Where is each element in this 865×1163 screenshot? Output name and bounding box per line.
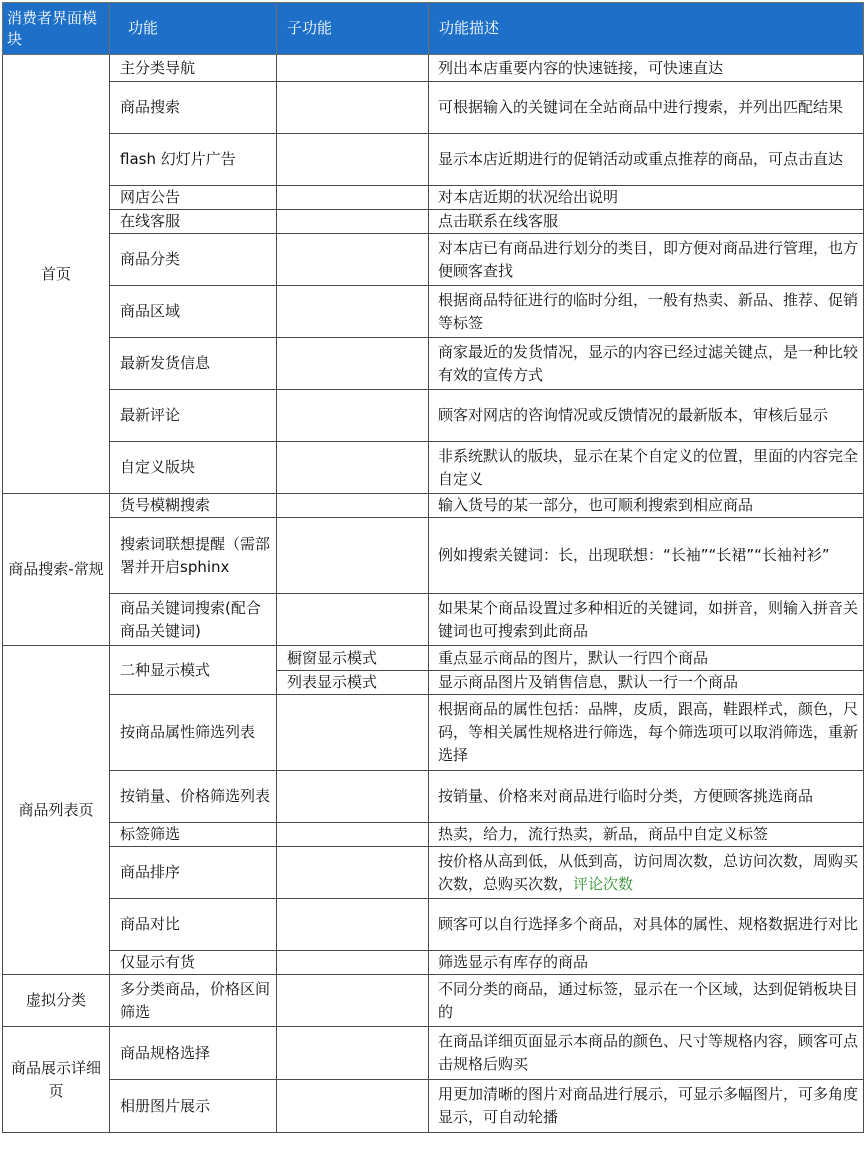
description-cell: 可根据输入的关键词在全站商品中进行搜索，并列出匹配结果 — [429, 82, 864, 134]
function-cell: 标签筛选 — [110, 823, 277, 847]
subfunction-cell — [277, 390, 429, 442]
description-cell: 非系统默认的版块，显示在某个自定义的位置，里面的内容完全自定义 — [429, 442, 864, 494]
subfunction-cell — [277, 55, 429, 82]
subfunction-cell — [277, 338, 429, 390]
table-row — [3, 594, 864, 646]
table-row — [3, 338, 864, 390]
function-cell: 多分类商品，价格区间筛选 — [110, 975, 277, 1027]
description-cell: 输入货号的某一部分，也可顺利搜索到相应商品 — [429, 494, 864, 518]
function-cell: 二种显示模式 — [110, 646, 277, 695]
function-cell: 相册图片展示 — [110, 1080, 277, 1133]
table-row — [3, 390, 864, 442]
subfunction-cell — [277, 899, 429, 951]
function-cell: 最新发货信息 — [110, 338, 277, 390]
subfunction-cell — [277, 234, 429, 286]
function-cell: 最新评论 — [110, 390, 277, 442]
subfunction-cell — [277, 823, 429, 847]
function-cell: 商品关键词搜索(配合商品关键词) — [110, 594, 277, 646]
description-cell: 对本店近期的状况给出说明 — [429, 186, 864, 210]
description-highlight: 评论次数 — [573, 874, 634, 893]
subfunction-cell — [277, 975, 429, 1027]
description-cell: 筛选显示有库存的商品 — [429, 951, 864, 975]
description-cell: 对本店已有商品进行划分的类目，即方便对商品进行管理，也方便顾客查找 — [429, 234, 864, 286]
table-row — [3, 823, 864, 847]
table-row — [3, 646, 864, 671]
description-cell — [429, 847, 864, 899]
subfunction-cell — [277, 771, 429, 823]
description-cell: 在商品详细页面显示本商品的颜色、尺寸等规格内容，顾客可点击规格后购买 — [429, 1027, 864, 1080]
feature-table — [2, 2, 864, 1133]
description-cell: 列出本店重要内容的快速链接，可快速直达 — [429, 55, 864, 82]
module-cell-list: 商品列表页 — [3, 646, 110, 975]
description-cell: 例如搜索关键词：长，出现联想：“长袖”“长裙”“长袖衬衫” — [429, 518, 864, 594]
module-cell-detail: 商品展示详细页 — [3, 1027, 110, 1133]
description-cell: 如果某个商品设置过多种相近的关键词，如拼音，则输入拼音关键词也可搜索到此商品 — [429, 594, 864, 646]
header-row — [3, 3, 864, 55]
subfunction-cell — [277, 286, 429, 338]
description-cell: 商家最近的发货情况，显示的内容已经过滤关键点，是一种比较有效的宣传方式 — [429, 338, 864, 390]
description-cell: 点击联系在线客服 — [429, 210, 864, 234]
table-row — [3, 210, 864, 234]
function-cell: 自定义版块 — [110, 442, 277, 494]
header-description: 功能描述 — [429, 3, 864, 55]
function-cell: 商品搜索 — [110, 82, 277, 134]
function-cell: 商品分类 — [110, 234, 277, 286]
function-cell: 商品区域 — [110, 286, 277, 338]
table-row — [3, 951, 864, 975]
description-cell: 热卖，给力，流行热卖，新品，商品中自定义标签 — [429, 823, 864, 847]
subfunction-cell — [277, 134, 429, 186]
header-subfunction: 子功能 — [277, 3, 429, 55]
function-cell: flash 幻灯片广告 — [110, 134, 277, 186]
table-row — [3, 82, 864, 134]
description-cell: 用更加清晰的图片对商品进行展示，可显示多幅图片，可多角度显示，可自动轮播 — [429, 1080, 864, 1133]
table-row — [3, 286, 864, 338]
table-row — [3, 1027, 864, 1080]
description-cell: 顾客可以自行选择多个商品，对具体的属性、规格数据进行对比 — [429, 899, 864, 951]
subfunction-cell: 橱窗显示模式 — [277, 646, 429, 671]
description-cell: 根据商品特征进行的临时分组，一般有热卖、新品、推荐、促销等标签 — [429, 286, 864, 338]
description-cell: 根据商品的属性包括：品牌，皮质，跟高，鞋跟样式，颜色，尺码，等相关属性规格进行筛选，每个筛选项可以取消筛选，重新选择 — [429, 695, 864, 771]
function-cell: 商品对比 — [110, 899, 277, 951]
header-module: 消费者界面模块 — [3, 3, 110, 55]
subfunction-cell — [277, 695, 429, 771]
table-row — [3, 899, 864, 951]
subfunction-cell — [277, 82, 429, 134]
description-cell: 不同分类的商品，通过标签，显示在一个区域，达到促销板块目的 — [429, 975, 864, 1027]
table-row — [3, 55, 864, 82]
header-function: 功能 — [110, 3, 277, 55]
description-cell: 显示本店近期进行的促销活动或重点推荐的商品，可点击直达 — [429, 134, 864, 186]
function-cell: 仅显示有货 — [110, 951, 277, 975]
subfunction-cell — [277, 847, 429, 899]
function-cell: 商品规格选择 — [110, 1027, 277, 1080]
description-text: 按价格从高到低，从低到高，访问周次数，总访问次数，周购买次数，总购买次数， — [438, 851, 859, 893]
subfunction-cell — [277, 442, 429, 494]
subfunction-cell — [277, 1027, 429, 1080]
function-cell: 按商品属性筛选列表 — [110, 695, 277, 771]
subfunction-cell — [277, 494, 429, 518]
module-cell-search: 商品搜索-常规 — [3, 494, 110, 646]
subfunction-cell — [277, 186, 429, 210]
module-cell-virtual: 虚拟分类 — [3, 975, 110, 1027]
function-cell: 主分类导航 — [110, 55, 277, 82]
function-cell: 按销量、价格筛选列表 — [110, 771, 277, 823]
function-cell: 货号模糊搜索 — [110, 494, 277, 518]
function-cell: 在线客服 — [110, 210, 277, 234]
table-row — [3, 134, 864, 186]
table-row — [3, 234, 864, 286]
table-row — [3, 494, 864, 518]
function-cell: 商品排序 — [110, 847, 277, 899]
table-row — [3, 975, 864, 1027]
table-row — [3, 442, 864, 494]
function-cell: 搜索词联想提醒（需部署并开启sphinx — [110, 518, 277, 594]
subfunction-cell — [277, 210, 429, 234]
description-cell: 按销量、价格来对商品进行临时分类，方便顾客挑选商品 — [429, 771, 864, 823]
module-cell-home: 首页 — [3, 55, 110, 494]
table-row — [3, 518, 864, 594]
table-row — [3, 847, 864, 899]
description-cell: 显示商品图片及销售信息，默认一行一个商品 — [429, 671, 864, 695]
function-cell: 网店公告 — [110, 186, 277, 210]
subfunction-cell — [277, 1080, 429, 1133]
table-row — [3, 1080, 864, 1133]
table-row — [3, 186, 864, 210]
description-cell: 重点显示商品的图片，默认一行四个商品 — [429, 646, 864, 671]
table-row — [3, 695, 864, 771]
subfunction-cell — [277, 951, 429, 975]
subfunction-cell: 列表显示模式 — [277, 671, 429, 695]
subfunction-cell — [277, 594, 429, 646]
table-row — [3, 771, 864, 823]
description-cell: 顾客对网店的咨询情况或反馈情况的最新版本，审核后显示 — [429, 390, 864, 442]
subfunction-cell — [277, 518, 429, 594]
